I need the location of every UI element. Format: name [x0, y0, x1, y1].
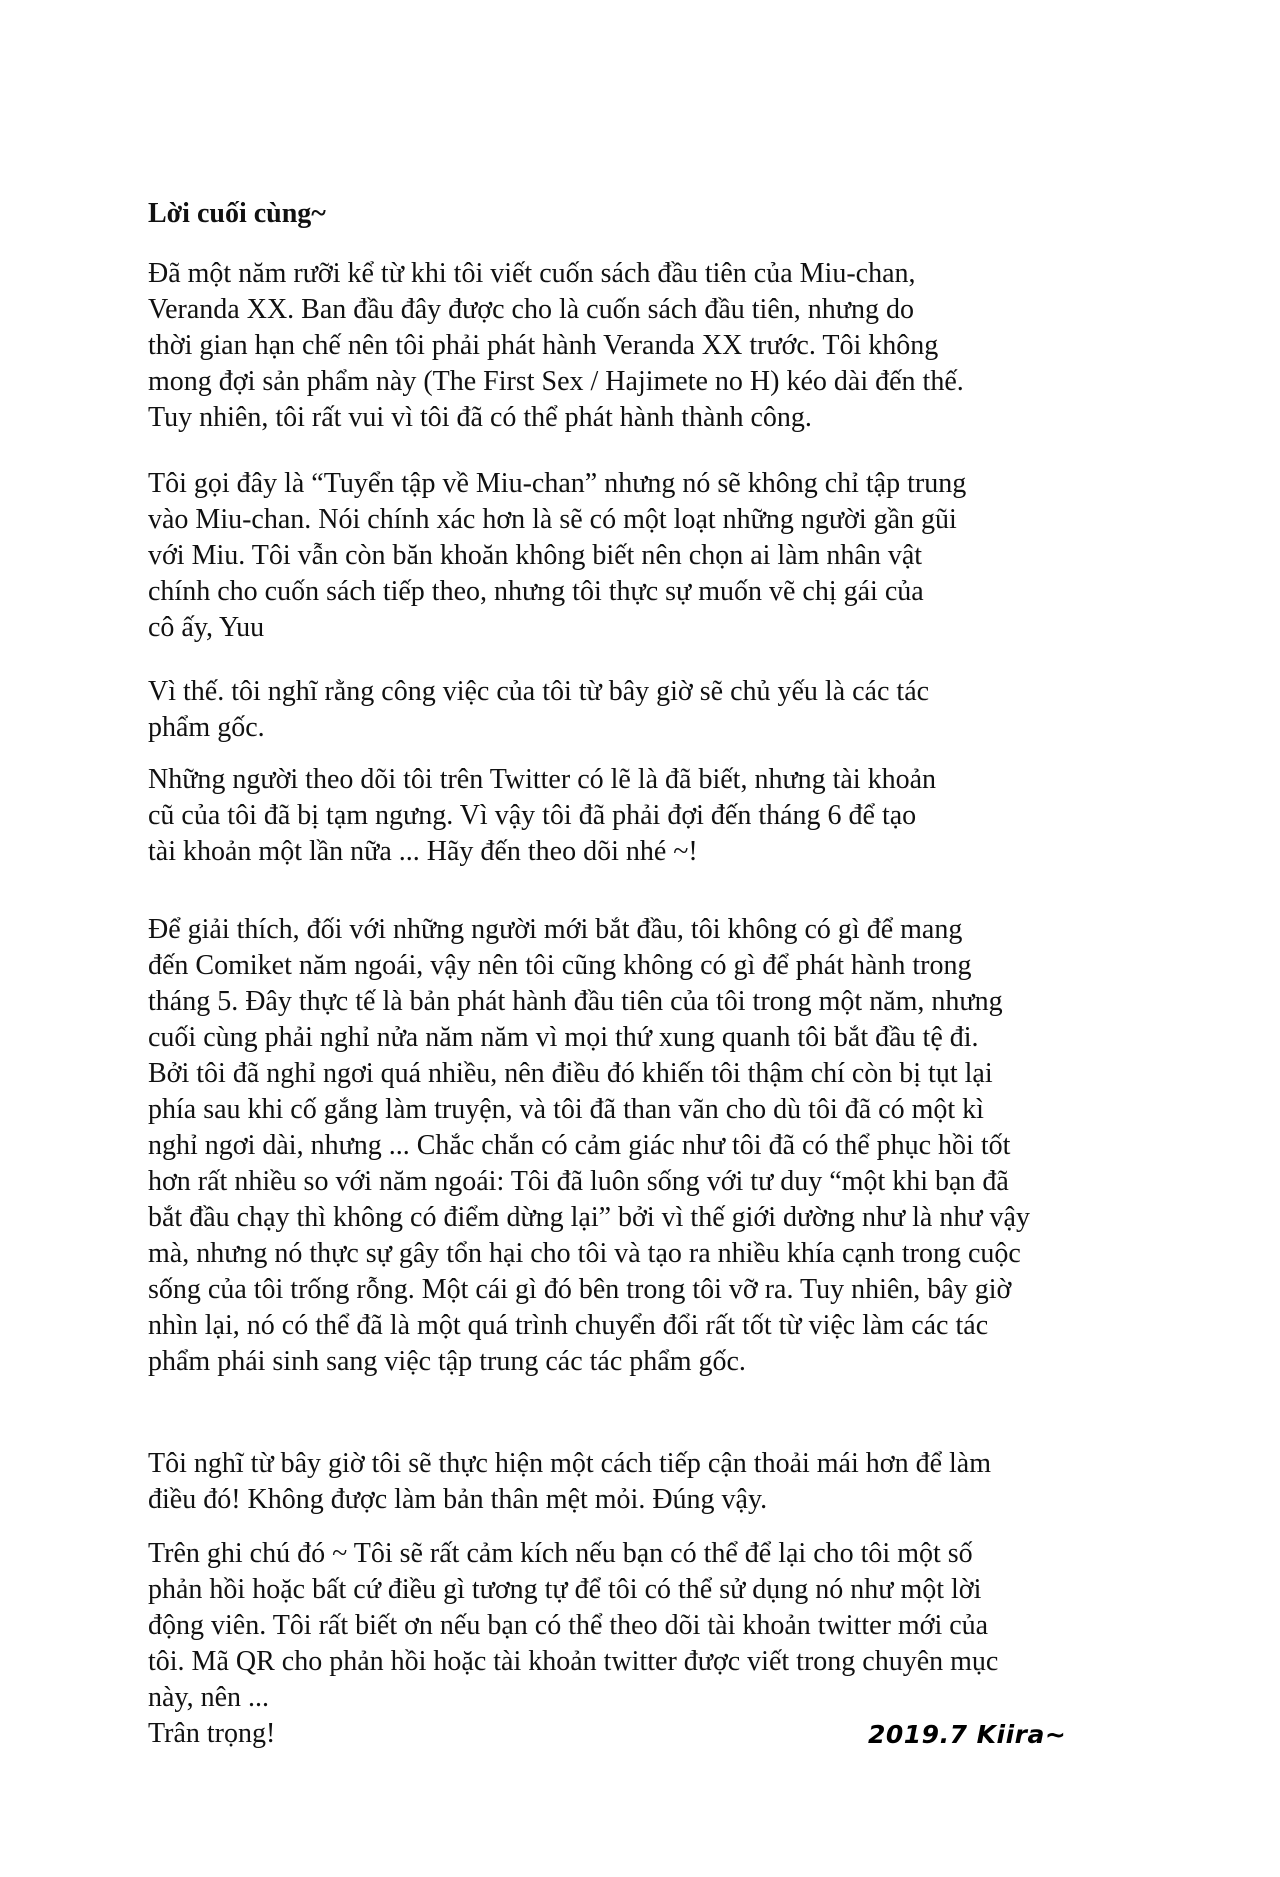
text-line: Bởi tôi đã nghỉ ngơi quá nhiều, nên điều đó khiến tôi thậm chí còn bị tụt lại — [148, 1058, 993, 1089]
text-line: Vì thế. tôi nghĩ rằng công việc của tôi từ bây giờ sẽ chủ yếu là các tác — [148, 676, 930, 707]
text-line: điều đó! Không được làm bản thân mệt mỏi. Đúng vậy. — [148, 1484, 768, 1515]
text-line: sống của tôi trống rỗng. Một cái gì đó bên trong tôi vỡ ra. Tuy nhiên, bây giờ — [148, 1274, 1012, 1305]
text-line: cũ của tôi đã bị tạm ngưng. Vì vậy tôi đã phải đợi đến tháng 6 để tạo — [148, 800, 917, 831]
text-line: mà, nhưng nó thực sự gây tổn hại cho tôi và tạo ra nhiều khía cạnh trong cuộc — [148, 1238, 1021, 1269]
text-line: tài khoản một lần nữa ... Hãy đến theo dõi nhé ~! — [148, 836, 698, 867]
text-line: tháng 5. Đây thực tế là bản phát hành đầu tiên của tôi trong một năm, nhưng — [148, 986, 1003, 1017]
text-line: mong đợi sản phẩm này (The First Sex / Hajimete no H) kéo dài đến thế. — [148, 366, 964, 397]
text-line: chính cho cuốn sách tiếp theo, nhưng tôi thực sự muốn vẽ chị gái của — [148, 576, 924, 607]
text-line: động viên. Tôi rất biết ơn nếu bạn có thể theo dõi tài khoản twitter mới của — [148, 1610, 989, 1641]
paragraph — [148, 466, 966, 646]
text-line: Veranda XX. Ban đầu đây được cho là cuốn sách đầu tiên, nhưng do — [148, 294, 914, 325]
text-line: Tôi gọi đây là “Tuyển tập về Miu-chan” nhưng nó sẽ không chỉ tập trung — [148, 468, 967, 499]
paragraph — [148, 912, 1030, 1380]
text-line: nghỉ ngơi dài, nhưng ... Chắc chắn có cảm giác như tôi đã có thể phục hồi tốt — [148, 1130, 1011, 1161]
text-line: đến Comiket năm ngoái, vậy nên tôi cũng không có gì để phát hành trong — [148, 950, 972, 981]
text-line: phẩm gốc. — [148, 712, 265, 743]
text-line: Trên ghi chú đó ~ Tôi sẽ rất cảm kích nếu bạn có thể để lại cho tôi một số — [148, 1538, 973, 1569]
text-line: nhìn lại, nó có thể đã là một quá trình chuyển đổi rất tốt từ việc làm các tác — [148, 1310, 989, 1341]
text-line: Trân trọng! — [148, 1718, 276, 1749]
text-line: với Miu. Tôi vẫn còn băn khoăn không biết nên chọn ai làm nhân vật — [148, 540, 923, 571]
paragraph — [148, 1446, 991, 1518]
text-line: Tuy nhiên, tôi rất vui vì tôi đã có thể phát hành thành công. — [148, 402, 812, 433]
text-line: phản hồi hoặc bất cứ điều gì tương tự để tôi có thể sử dụng nó như một lời — [148, 1574, 982, 1605]
text-line: phía sau khi cố gắng làm truyện, và tôi đã than vãn cho dù tôi đã có một kì — [148, 1094, 984, 1125]
text-line: vào Miu-chan. Nói chính xác hơn là sẽ có một loạt những người gần gũi — [148, 504, 957, 535]
signature: 2019.7 Kiira~ — [868, 1720, 1067, 1749]
text-line: thời gian hạn chế nên tôi phải phát hành Veranda XX trước. Tôi không — [148, 330, 939, 361]
paragraph — [148, 256, 964, 436]
text-line: phẩm phái sinh sang việc tập trung các tác phẩm gốc. — [148, 1346, 746, 1377]
text-line: này, nên ... — [148, 1682, 270, 1713]
text-line: Tôi nghĩ từ bây giờ tôi sẽ thực hiện một cách tiếp cận thoải mái hơn để làm — [148, 1448, 991, 1479]
text-line: cô ấy, Yuu — [148, 612, 265, 643]
paragraph — [148, 762, 936, 870]
text-line: cuối cùng phải nghỉ nửa năm năm vì mọi thứ xung quanh tôi bắt đầu tệ đi. — [148, 1022, 979, 1053]
text-line: tôi. Mã QR cho phản hồi hoặc tài khoản twitter được viết trong chuyên mục — [148, 1646, 999, 1677]
text-line: Đã một năm rưỡi kể từ khi tôi viết cuốn sách đầu tiên của Miu-chan, — [148, 258, 916, 289]
page-title: Lời cuối cùng~ — [148, 198, 326, 229]
text-line: hơn rất nhiều so với năm ngoái: Tôi đã luôn sống với tư duy “một khi bạn đã — [148, 1166, 1009, 1197]
text-line: Để giải thích, đối với những người mới bắt đầu, tôi không có gì để mang — [148, 914, 963, 945]
text-line: bắt đầu chạy thì không có điểm dừng lại” bởi vì thế giới dường như là như vậy — [148, 1202, 1030, 1233]
paragraph — [148, 674, 929, 746]
text-line: Những người theo dõi tôi trên Twitter có lẽ là đã biết, nhưng tài khoản — [148, 764, 937, 795]
